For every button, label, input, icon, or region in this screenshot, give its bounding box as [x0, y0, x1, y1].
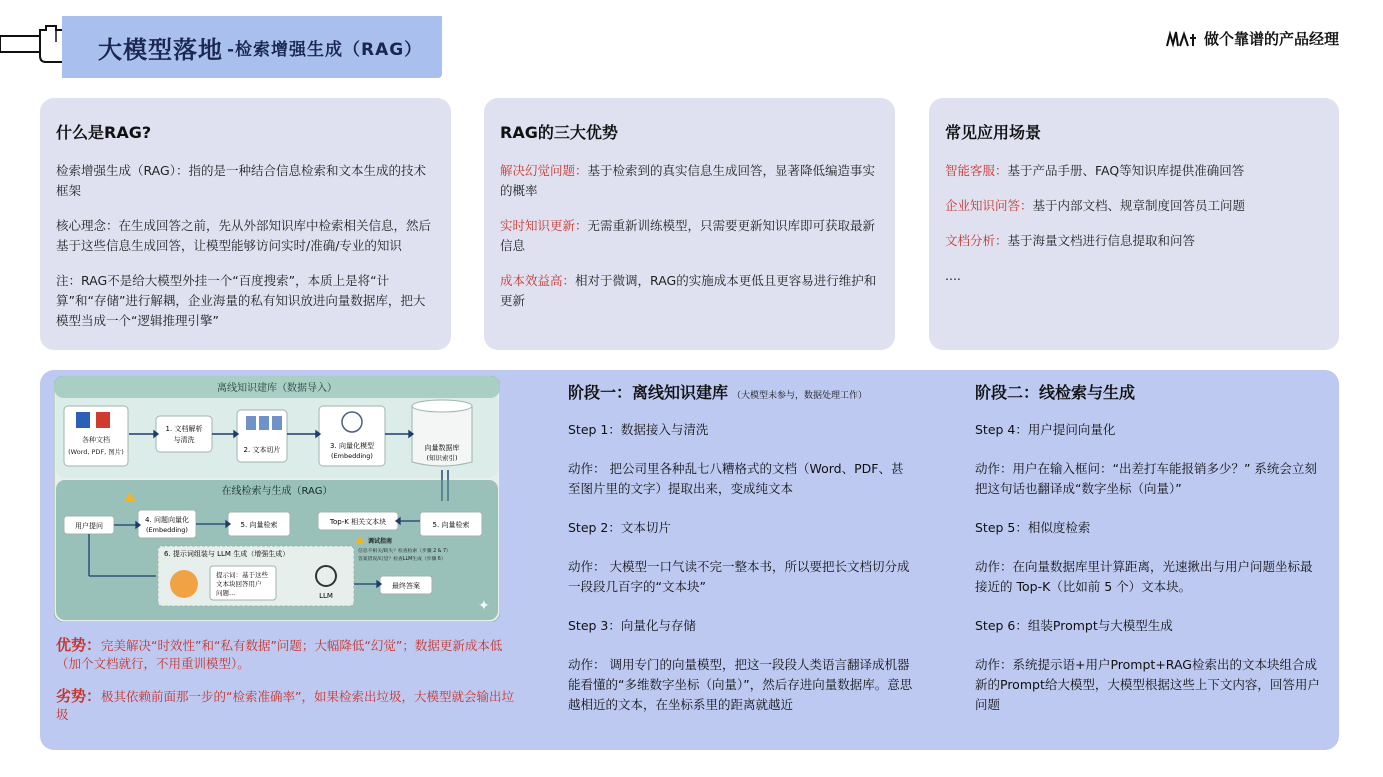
use-case-item [945, 161, 1323, 181]
pros-text [56, 636, 526, 673]
title-bar [62, 16, 442, 78]
word-icon [76, 412, 90, 428]
item-label: 文档分析： [945, 233, 1008, 248]
item-text: 无需重新训练模型，只需要更新知识库即可获取最新信息 [500, 218, 876, 253]
prompt-text: 文本块回答用户 [216, 580, 262, 588]
rag-flow-diagram [54, 376, 500, 622]
online-title: 在线检索与生成（RAG） [221, 486, 333, 497]
step-title: Step 5：相似度检索 [975, 520, 1091, 535]
doc-label: 各种文档 [82, 436, 110, 444]
debug-line: 答案错误/幻觉？检查LLM生成（步骤 6） [358, 557, 446, 562]
item-label: 企业知识问答： [945, 198, 1033, 213]
text-chunk-icon [259, 416, 269, 430]
step2-box: 2. 文本切片 [243, 446, 281, 454]
stage-two-title: 阶段二：线检索与生成 [975, 383, 1136, 402]
item-label: 成本效益高： [500, 273, 576, 288]
pros-label: 优势： [56, 636, 102, 654]
step-action: 动作：在向量数据库里计算距离，光速揪出与用户问题坐标最接近的 Top-K（比如前 5 个）文本块。 [975, 559, 1313, 594]
rag-note: 注：RAG不是给大模型外挂一个“百度搜索”，本质上是将“计算”和“存储”进行解耦，企业海量的私有知识放进向量数据库，把大模型当成一个“逻辑推理引擎” [56, 273, 426, 328]
page-title: 大模型落地 [98, 35, 223, 64]
step-action: 动作： 大模型一口气读不完一整本书，所以要把长文档切分成一段段几百字的“文本块” [568, 559, 910, 594]
step3-box-line2: (Embedding) [331, 452, 373, 460]
step6-title: 6. 提示词组装与 LLM 生成（增强生成） [164, 550, 290, 558]
step3-box: 3. 向量化模型 [330, 442, 374, 450]
pdf-icon [96, 412, 110, 428]
stage-one-note: （大模型未参与，数据处理工作） [732, 391, 868, 401]
card-title: 什么是RAG? [56, 123, 152, 142]
debug-title: 调试指南 [368, 538, 393, 545]
brand [1166, 28, 1339, 49]
step5b-box: 5. 向量检索 [432, 521, 470, 529]
debug-line: 信息不相关/缺失？检查检索（步骤 2 & 7） [358, 549, 451, 554]
page-subtitle: -检索增强生成（RAG） [227, 39, 423, 60]
step-title: Step 2：文本切片 [568, 520, 671, 535]
item-text: 相对于微调，RAG的实施成本更低且更容易进行维护和更新 [500, 273, 877, 308]
advantage-item [500, 271, 879, 311]
brain-head-icon [170, 570, 198, 598]
offline-title: 离线知识建库（数据导入） [217, 383, 337, 394]
advantage-item [500, 161, 879, 201]
prompt-text: 问题... [216, 589, 236, 597]
step-title: Step 4：用户提问向量化 [975, 422, 1116, 437]
cons-text [56, 687, 526, 724]
rag-definition: 检索增强生成（RAG）：指的是一种结合信息检索和文本生成的技术框架 [56, 163, 426, 198]
item-text: 基于海量文档进行信息提取和问答 [1007, 233, 1196, 248]
advantage-item [500, 216, 879, 256]
use-case-item [945, 231, 1323, 251]
brand-name: 做个靠谱的产品经理 [1203, 30, 1339, 48]
card-advantages [484, 98, 895, 350]
stage-one-title: 阶段一：离线知识建库 [568, 383, 729, 402]
vector-db-sub: (知识索引) [426, 454, 458, 462]
sparkle-icon: ✦ [478, 598, 490, 614]
card-title: RAG的三大优势 [500, 123, 618, 142]
item-text: 基于产品手册、FAQ等知识库提供准确回答 [1007, 163, 1245, 178]
step-action: 动作： 调用专门的向量模型，把这一段段人类语言翻译成机器能看懂的“多维数字坐标（向量）”，然后存进向量数据库。意思越相近的文本，在坐标系里的距离就越近 [568, 657, 913, 712]
step4-box-line2: (Embedding) [146, 526, 188, 534]
stage-two [975, 380, 1320, 735]
cons-label: 劣势： [56, 687, 102, 705]
step-title: Step 1：数据接入与清洗 [568, 422, 709, 437]
step-action: 动作：用户在输入框问：“出差打车能报销多少？” 系统会立刻把这句话也翻译成“数字坐标（向量）” [975, 461, 1317, 496]
doc-label-types: (Word, PDF, 图片) [68, 448, 124, 456]
item-text: 基于内部文档、规章制度回答员工问题 [1032, 198, 1246, 213]
item-text: 基于检索到的真实信息生成回答，显著降低编造事实的概率 [500, 163, 876, 198]
step1-box: 1. 文档解析 [165, 425, 203, 433]
step-title: Step 3：向量化与存储 [568, 618, 696, 633]
stage-one [568, 380, 913, 735]
more-ellipsis: .... [945, 268, 961, 283]
use-case-item [945, 196, 1323, 216]
rag-core-idea: 核心理念：在生成回答之前，先从外部知识库中检索相关信息，然后基于这些信息生成回答，让模型能够访问实时/准确/专业的知识 [56, 218, 432, 253]
final-answer-box: 最终答案 [392, 582, 420, 590]
step5-box: 5. 向量检索 [240, 521, 278, 529]
topk-box: Top-K 相关文本块 [329, 518, 387, 526]
llm-label: LLM [319, 592, 333, 600]
step-action: 动作：系统提示语+用户Prompt+RAG检索出的文本块组合成新的Prompt给大模型，大模型根据这些上下文内容，回答用户问题 [975, 657, 1320, 712]
item-label: 解决幻觉问题： [500, 163, 588, 178]
card-what-is-rag [40, 98, 451, 350]
step1-box-line2: 与清洗 [173, 436, 195, 444]
user-question-box: 用户提问 [75, 522, 103, 530]
card-use-cases [929, 98, 1339, 350]
item-label: 实时知识更新： [500, 218, 588, 233]
vector-db-label: 向量数据库 [424, 444, 460, 452]
item-label: 智能客服： [945, 163, 1008, 178]
step-title: Step 6：组装Prompt与大模型生成 [975, 618, 1173, 633]
text-chunk-icon [272, 416, 282, 430]
brand-logo-icon [1166, 30, 1198, 48]
cons-body: 极其依赖前面那一步的“检索准确率”，如果检索出垃圾，大模型就会输出垃圾 [56, 689, 514, 722]
step-action: 动作： 把公司里各种乱七八糟格式的文档（Word、PDF、甚至图片里的文字）提取出来，变成纯文本 [568, 461, 904, 496]
text-chunk-icon [246, 416, 256, 430]
card-title: 常见应用场景 [945, 123, 1042, 142]
step4-box: 4. 问题向量化 [145, 516, 189, 524]
pros-body: 完美解决“时效性”和“私有数据”问题；大幅降低“幻觉”；数据更新成本低（加个文档就行，不用重训模型）。 [56, 638, 503, 671]
prompt-text: 提示词：基于这些 [216, 571, 268, 579]
